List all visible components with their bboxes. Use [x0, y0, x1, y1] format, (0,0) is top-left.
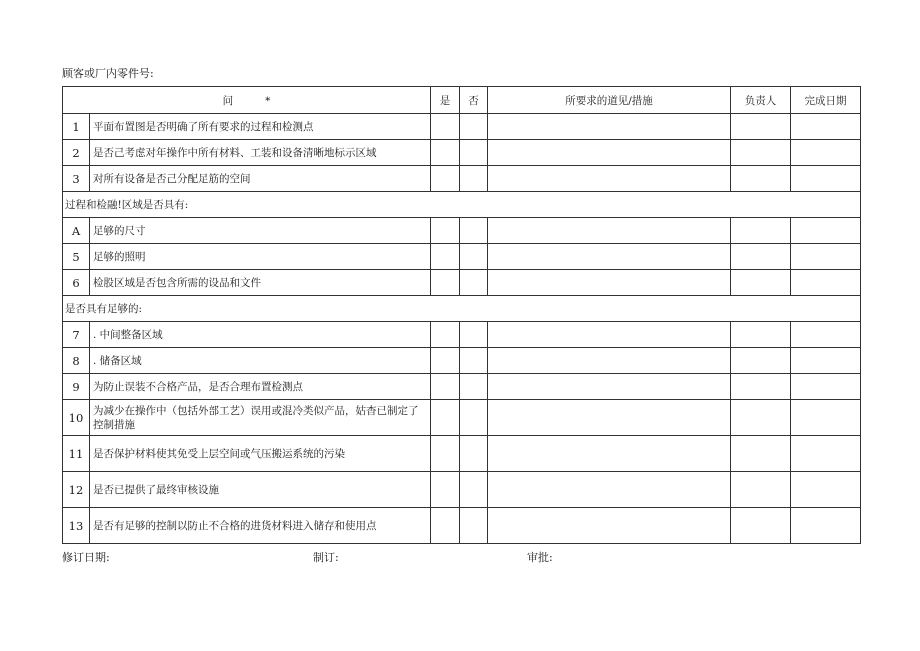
table-row: [63, 140, 861, 166]
row-number: 9: [63, 374, 90, 400]
row-number: 12: [63, 472, 90, 508]
no-cell[interactable]: [460, 166, 488, 192]
no-cell[interactable]: [460, 436, 488, 472]
owner-cell[interactable]: [731, 322, 791, 348]
yes-cell[interactable]: [431, 348, 460, 374]
due-date-cell[interactable]: [791, 218, 861, 244]
due-date-cell[interactable]: [791, 348, 861, 374]
due-date-cell[interactable]: [791, 436, 861, 472]
row-question: 是否已提供了最终审核设施: [90, 472, 431, 508]
customer-part-number-label: 顾客或厂内零件号:: [62, 67, 154, 80]
row-number: 5: [63, 244, 90, 270]
owner-cell[interactable]: [731, 348, 791, 374]
comments-cell[interactable]: [488, 244, 731, 270]
row-question: . 储备区域: [90, 348, 431, 374]
yes-cell[interactable]: [431, 114, 460, 140]
due-date-cell[interactable]: [791, 244, 861, 270]
row-question: 足够的尺寸: [90, 218, 431, 244]
column-header-owner: 负责人: [731, 87, 791, 114]
comments-cell[interactable]: [488, 400, 731, 436]
owner-cell[interactable]: [731, 472, 791, 508]
yes-cell[interactable]: [431, 400, 460, 436]
due-date-cell[interactable]: [791, 374, 861, 400]
due-date-cell[interactable]: [791, 270, 861, 296]
no-cell[interactable]: [460, 400, 488, 436]
approved-by-label: 审批:: [527, 551, 553, 564]
no-cell[interactable]: [460, 114, 488, 140]
no-cell[interactable]: [460, 140, 488, 166]
owner-cell[interactable]: [731, 270, 791, 296]
owner-cell[interactable]: [731, 374, 791, 400]
due-date-cell[interactable]: [791, 472, 861, 508]
section-row: [63, 192, 861, 218]
column-header-due-date: 完成日期: [791, 87, 861, 114]
owner-cell[interactable]: [731, 436, 791, 472]
table-row: [63, 322, 861, 348]
question-header-mark: *: [265, 94, 271, 107]
comments-cell[interactable]: [488, 140, 731, 166]
row-question: 为减少在操作中（包括外部工艺）误用或混冷类似产品，姑杳已制定了控制措施: [90, 400, 431, 436]
no-cell[interactable]: [460, 508, 488, 544]
row-number: 2: [63, 140, 90, 166]
comments-cell[interactable]: [488, 472, 731, 508]
table-row: [63, 436, 861, 472]
due-date-cell[interactable]: [791, 114, 861, 140]
no-cell[interactable]: [460, 244, 488, 270]
row-question: 是否保护材料使其免受上层空间或气压搬运系统的污染: [90, 436, 431, 472]
comments-cell[interactable]: [488, 508, 731, 544]
table-row: [63, 472, 861, 508]
yes-cell[interactable]: [431, 472, 460, 508]
row-question: 足够的照明: [90, 244, 431, 270]
table-row: [63, 114, 861, 140]
due-date-cell[interactable]: [791, 140, 861, 166]
comments-cell[interactable]: [488, 436, 731, 472]
row-number: 7: [63, 322, 90, 348]
yes-cell[interactable]: [431, 166, 460, 192]
row-question: 平面布置图是否明确了所有要求的过程和检测点: [90, 114, 431, 140]
no-cell[interactable]: [460, 270, 488, 296]
question-header-label: 问: [222, 94, 234, 107]
comments-cell[interactable]: [488, 114, 731, 140]
column-header-question: [63, 87, 431, 114]
row-number: 3: [63, 166, 90, 192]
comments-cell[interactable]: [488, 166, 731, 192]
yes-cell[interactable]: [431, 508, 460, 544]
comments-cell[interactable]: [488, 348, 731, 374]
checklist-table: [62, 86, 861, 544]
yes-cell[interactable]: [431, 374, 460, 400]
comments-cell[interactable]: [488, 322, 731, 348]
due-date-cell[interactable]: [791, 166, 861, 192]
row-question: 为防止误装不合格产品，是否合理布置检测点: [90, 374, 431, 400]
owner-cell[interactable]: [731, 218, 791, 244]
yes-cell[interactable]: [431, 218, 460, 244]
owner-cell[interactable]: [731, 244, 791, 270]
table-row: [63, 374, 861, 400]
column-header-no: 否: [460, 87, 488, 114]
yes-cell[interactable]: [431, 436, 460, 472]
row-number: 6: [63, 270, 90, 296]
no-cell[interactable]: [460, 348, 488, 374]
due-date-cell[interactable]: [791, 508, 861, 544]
yes-cell[interactable]: [431, 140, 460, 166]
column-header-yes: 是: [431, 87, 460, 114]
table-row: [63, 508, 861, 544]
section-row: [63, 296, 861, 322]
comments-cell[interactable]: [488, 270, 731, 296]
comments-cell[interactable]: [488, 218, 731, 244]
row-number: 1: [63, 114, 90, 140]
table-row: [63, 218, 861, 244]
no-cell[interactable]: [460, 322, 488, 348]
due-date-cell[interactable]: [791, 322, 861, 348]
yes-cell[interactable]: [431, 270, 460, 296]
table-header-row: [63, 87, 861, 114]
table-row: [63, 400, 861, 436]
owner-cell[interactable]: [731, 166, 791, 192]
no-cell[interactable]: [460, 472, 488, 508]
row-number: 11: [63, 436, 90, 472]
row-question: 检股区域是否包含所需的设品和文件: [90, 270, 431, 296]
revision-date-label: 修订日期:: [62, 551, 110, 564]
prepared-by-label: 制订:: [313, 551, 339, 564]
comments-cell[interactable]: [488, 374, 731, 400]
row-question: . 中间整备区域: [90, 322, 431, 348]
row-number: 10: [63, 400, 90, 436]
no-cell[interactable]: [460, 218, 488, 244]
owner-cell[interactable]: [731, 114, 791, 140]
table-row: [63, 166, 861, 192]
row-number: 8: [63, 348, 90, 374]
no-cell[interactable]: [460, 374, 488, 400]
section-heading: 是否具有足够的:: [63, 296, 861, 322]
table-row: [63, 244, 861, 270]
table-row: [63, 270, 861, 296]
owner-cell[interactable]: [731, 140, 791, 166]
owner-cell[interactable]: [731, 400, 791, 436]
table-row: [63, 348, 861, 374]
column-header-comments: 所要求的道见/措施: [488, 87, 731, 114]
section-heading: 过程和检融!区域是否具有:: [63, 192, 861, 218]
row-question: 是否有足够的控制以防止不合格的进货材料进入储存和使用点: [90, 508, 431, 544]
row-question: 是否己考虑对年操作中所有材料、工装和设备清晰地标示区域: [90, 140, 431, 166]
owner-cell[interactable]: [731, 508, 791, 544]
row-number: 13: [63, 508, 90, 544]
row-question: 对所有设备是否己分配足筋的空间: [90, 166, 431, 192]
row-number: A: [63, 218, 90, 244]
due-date-cell[interactable]: [791, 400, 861, 436]
yes-cell[interactable]: [431, 244, 460, 270]
yes-cell[interactable]: [431, 322, 460, 348]
